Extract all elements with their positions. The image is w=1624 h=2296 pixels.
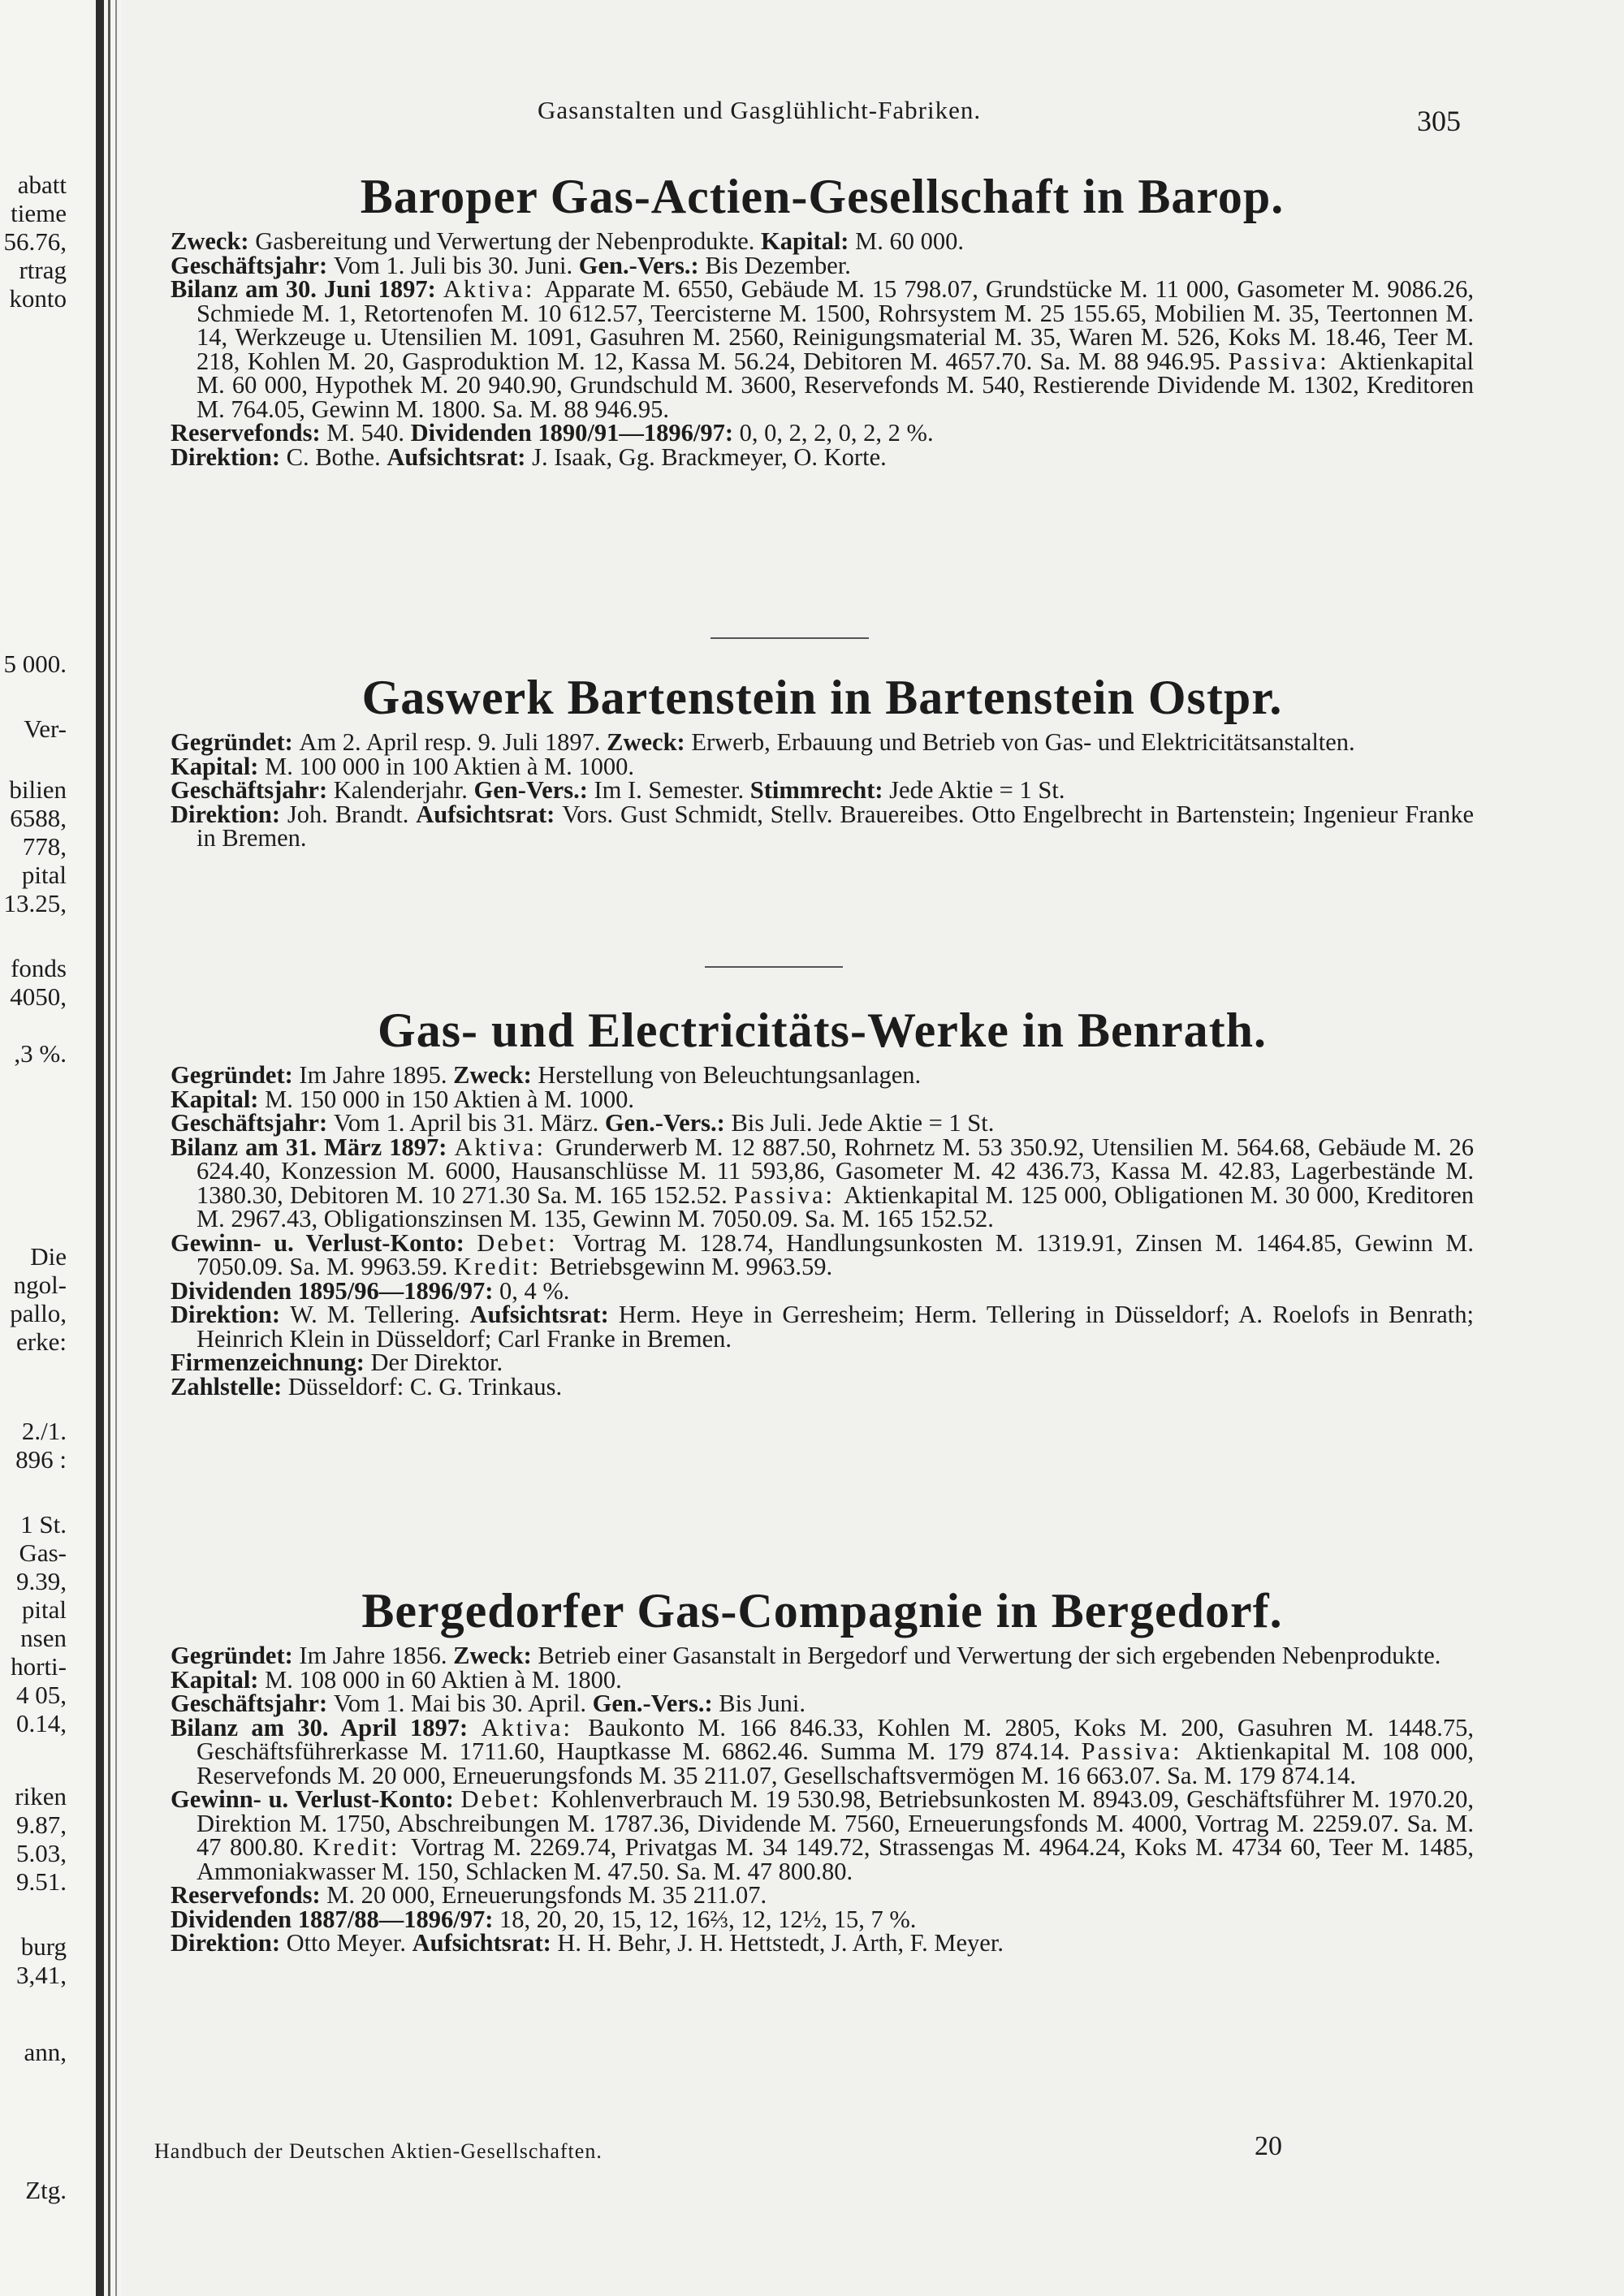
company-title: Gaswerk Bartenstein in Bartenstein Ostpr. <box>361 671 1283 724</box>
page-number: 305 <box>1417 105 1461 137</box>
field-value: M. 60 000. <box>855 227 964 255</box>
field-label: Zweck: <box>453 1642 538 1669</box>
left-page-fragment: 3,41, <box>16 1961 67 1989</box>
left-page-fragment: 1 St. <box>20 1510 67 1539</box>
field-value: Grunderwerb M. 12 887.50, Rohrnetz M. 53 350.92, Utensilien M. 564.68, Gebäude M. 26 624.40, Konzession M. 6000, Hausanschlüsse M. 11 593,86, Gasometer M. 42 436.73, Kassa M. 42.83, Lagerbestände M. 1380.30, Debitoren M. 10 271.30 Sa. M. 165 152.52. <box>197 1133 1474 1209</box>
field-label: Zweck: <box>607 728 692 756</box>
separator-rule <box>710 637 869 639</box>
left-page-fragment: 5 000. <box>3 650 67 678</box>
left-page-fragment: erke: <box>16 1327 67 1356</box>
left-page-fragment: 56.76, <box>3 227 67 256</box>
field-value: C. Bothe. <box>286 442 387 471</box>
section-label: Passiva: <box>734 1180 844 1209</box>
left-page-fragment: 9.51. <box>16 1867 67 1896</box>
entry-paragraph <box>171 1372 1474 1400</box>
field-value: Vortrag M. 128.74, Handlungsunkosten M. 1319.91, Zinsen M. 1464.85, Gewinn M. 7050.09. Sa. M. 9963.59. <box>197 1228 1474 1280</box>
field-label: Dividenden 1887/88—1896/97: <box>171 1905 500 1933</box>
field-value: M. 20 000, Erneuerungsfonds M. 35 211.07. <box>326 1881 767 1909</box>
entry-paragraph <box>171 1665 1474 1694</box>
left-page-fragment: Ztg. <box>25 2176 67 2204</box>
field-label: Aufsichtsrat: <box>469 1301 619 1328</box>
field-value: Gasbereitung und Verwertung der Nebenprodukte. <box>255 227 762 255</box>
field-label: Bilanz am 31. März 1897: <box>171 1133 455 1161</box>
field-value: H. H. Behr, J. H. Hettstedt, J. Arth, F. Meyer. <box>557 1929 1004 1957</box>
entry-paragraph <box>171 752 1474 780</box>
field-label: Direktion: <box>171 442 287 471</box>
field-label: Gegründet: <box>171 1642 300 1669</box>
entry-paragraph <box>171 227 1474 255</box>
entry-paragraph <box>171 1644 1474 1668</box>
left-page-fragment: rtrag <box>19 256 67 284</box>
field-value: 0, 4 %. <box>499 1276 570 1305</box>
field-label: Kapital: <box>171 1665 266 1694</box>
field-value: Otto Meyer. <box>286 1929 412 1957</box>
field-label: Bilanz am 30. Juni 1897: <box>171 275 443 303</box>
footer-signature: 20 <box>1255 2131 1282 2161</box>
entry-paragraph <box>171 776 1474 804</box>
book-spine-line <box>115 0 117 2296</box>
entry-paragraph <box>171 1276 1474 1305</box>
footer-title: Handbuch der Deutschen Aktien-Gesellschaften. <box>154 2139 603 2163</box>
entry-paragraph <box>171 1931 1474 1956</box>
field-label: Dividenden 1895/96—1896/97: <box>171 1276 500 1305</box>
field-value: Im Jahre 1895. <box>299 1061 454 1089</box>
entry-paragraph <box>171 1111 1474 1136</box>
left-page-fragment: ,3 %. <box>14 1039 67 1068</box>
company-entry <box>171 1583 1474 1956</box>
running-head: Gasanstalten und Gasglühlicht-Fabriken. <box>538 96 982 124</box>
left-page-fragment: pallo, <box>10 1299 67 1327</box>
section-label: Passiva: <box>1228 347 1339 375</box>
field-label: Stimmrecht: <box>749 776 890 804</box>
field-value: Am 2. April resp. 9. Juli 1897. <box>299 728 607 756</box>
left-page-fragment: burg <box>20 1932 67 1961</box>
field-value: Erwerb, Erbauung und Betrieb von Gas- und Elektricitätsanstalten. <box>691 728 1355 756</box>
field-value: Vors. Gust Schmidt, Stellv. Brauereibes. Otto Engelbrecht in Bartenstein; Ingenieur Franke in Bremen. <box>197 800 1474 852</box>
section-label: Kredit: <box>453 1253 550 1280</box>
left-page-fragment: 9.87, <box>16 1810 67 1839</box>
left-page-fragment: 778, <box>22 832 67 861</box>
left-page-fragment: pital <box>21 861 67 889</box>
entry-paragraph <box>171 1881 1474 1909</box>
left-page-fragment: fonds <box>11 954 67 982</box>
field-value: 0, 0, 2, 2, 0, 2, 2 %. <box>739 419 934 447</box>
section-label: Aktiva: <box>443 275 545 303</box>
section-label: Kredit: <box>312 1833 411 1861</box>
field-label: Geschäftsjahr: <box>171 1690 334 1717</box>
company-title: Gas- und Electricitäts-Werke in Benrath. <box>378 1003 1267 1057</box>
field-label: Direktion: <box>171 800 287 828</box>
entry-paragraph <box>171 1061 1474 1089</box>
left-page-fragment: 896 : <box>15 1445 67 1474</box>
field-value: Aktienkapital M. 60 000, Hypothek M. 20 940.90, Grundschuld M. 3600, Reservefonds M. 540, Restierende Dividende M. 1302, Kreditoren M. 764.05, Gewinn M. 1800. Sa. M. 88 946.95. <box>197 347 1474 423</box>
field-label: Zahlstelle: <box>171 1372 288 1400</box>
field-value: Bis Juni. <box>719 1690 806 1717</box>
company-title: Baroper Gas-Actien-Gesellschaft in Barop. <box>360 170 1285 223</box>
field-value: Der Direktor. <box>370 1349 503 1376</box>
field-label: Zweck: <box>453 1061 538 1089</box>
left-page-fragment: tieme <box>11 199 67 227</box>
left-page-fragment: 5.03, <box>16 1839 67 1867</box>
left-page-fragment: Gas- <box>19 1539 67 1567</box>
left-page-fragment: horti- <box>11 1652 67 1681</box>
section-label: Debet: <box>460 1785 551 1813</box>
left-page-fragment: konto <box>9 284 67 313</box>
left-page-fragment: Die <box>30 1242 67 1271</box>
field-value: Herm. Heye in Gerresheim; Herm. Tellering in Düsseldorf; A. Roelofs in Benrath; Heinrich Klein in Düsseldorf; Carl Franke in Bremen. <box>197 1301 1474 1353</box>
field-value: M. 100 000 in 100 Aktien à M. 1000. <box>265 752 635 780</box>
entry-paragraph <box>171 442 1474 471</box>
book-spine <box>96 0 104 2296</box>
field-label: Bilanz am 30. April 1897: <box>171 1713 482 1741</box>
field-label: Firmenzeichnung: <box>171 1349 371 1376</box>
field-label: Kapital: <box>171 1085 266 1113</box>
left-page-fragment: nsen <box>20 1624 67 1652</box>
left-page-fragment: 6588, <box>10 804 67 832</box>
field-value: Düsseldorf: C. G. Trinkaus. <box>287 1372 563 1400</box>
entry-paragraph <box>171 728 1474 756</box>
field-label: Zweck: <box>171 227 256 255</box>
entry-paragraph <box>171 1692 1474 1716</box>
left-page-fragment: pital <box>21 1595 67 1624</box>
field-label: Aufsichtsrat: <box>416 800 563 828</box>
field-value: Apparate M. 6550, Gebäude M. 15 798.07, Grundstücke M. 11 000, Gasometer M. 9086.26, Schmiede M. 1, Retortenofen M. 10 612.57, Teercisterne M. 1500, Rohrsystem M. 25 155.65, Mobilien M. 35, Teertonnen M. 14, Werkzeuge u. Utensilien M. 1091, Gasuhren M. 2560, Reinigungsmaterial M. 35, Waren M. 526, Koks M. 18.46, Teer M. 218, Kohlen M. 20, Gasproduktion M. 12, Kassa M. 56.24, Debitoren M. 4657.70. Sa. M. 88 946.95. <box>197 275 1474 375</box>
field-label: Gen.-Vers.: <box>604 1109 732 1137</box>
left-page-fragment: Ver- <box>24 714 67 743</box>
field-label: Gen.-Vers.: <box>578 251 706 279</box>
field-value: Bis Dezember. <box>705 251 851 279</box>
field-label: Kapital: <box>171 752 266 780</box>
left-page-fragment: 4 05, <box>16 1681 67 1709</box>
section-label: Aktiva: <box>454 1133 555 1161</box>
entry-paragraph <box>171 251 1474 279</box>
field-label: Geschäftsjahr: <box>171 776 334 804</box>
entry-paragraph <box>171 800 1474 852</box>
left-page-fragment: 2./1. <box>21 1417 67 1445</box>
section-label: Passiva: <box>1081 1737 1196 1765</box>
field-label: Reservefonds: <box>171 419 327 447</box>
entry-paragraph <box>171 1785 1474 1885</box>
book-spine-line <box>108 0 110 2296</box>
field-label: Kapital: <box>761 227 856 255</box>
field-value: Kalenderjahr. <box>333 776 474 804</box>
section-label: Aktiva: <box>481 1713 589 1741</box>
field-value: Vom 1. Juli bis 30. Juni. <box>333 251 579 279</box>
field-value: Herstellung von Beleuchtungsanlagen. <box>538 1061 922 1089</box>
field-value: W. M. Tellering. <box>290 1301 470 1328</box>
field-label: Geschäftsjahr: <box>171 1109 334 1137</box>
field-label: Aufsichtsrat: <box>387 442 533 471</box>
field-value: Bis Juli. Jede Aktie = 1 St. <box>731 1109 995 1137</box>
field-value: Betrieb einer Gasanstalt in Bergedorf und Verwertung der sich ergebenden Nebenprodukte. <box>538 1642 1441 1669</box>
company-title: Bergedorfer Gas-Compagnie in Bergedorf. <box>361 1584 1283 1638</box>
field-value: Aktienkapital M. 125 000, Obligationen M. 30 000, Kreditoren M. 2967.43, Obligationszinsen M. 135, Gewinn M. 7050.09. Sa. M. 165 152.52. <box>197 1180 1474 1232</box>
entry-paragraph <box>171 1303 1474 1351</box>
field-label: Gewinn- u. Verlust-Konto: <box>171 1785 461 1813</box>
field-label: Aufsichtsrat: <box>412 1929 558 1957</box>
left-page-fragment: 13.25, <box>3 889 67 917</box>
field-value: M. 108 000 in 60 Aktien à M. 1800. <box>265 1665 622 1694</box>
field-value: J. Isaak, Gg. Brackmeyer, O. Korte. <box>532 442 887 471</box>
left-page-fragment: ngol- <box>13 1271 67 1299</box>
left-page-fragment: riken <box>15 1782 67 1810</box>
left-page-fragment: bilien <box>9 775 67 804</box>
entry-paragraph <box>171 275 1474 423</box>
left-page-fragment: 0.14, <box>16 1709 67 1737</box>
field-value: Im I. Semester. <box>594 776 750 804</box>
entry-paragraph <box>171 1713 1474 1789</box>
field-label: Dividenden 1890/91—1896/97: <box>410 419 740 447</box>
field-value: Betriebsgewinn M. 9963.59. <box>549 1253 833 1280</box>
entry-paragraph <box>171 1905 1474 1933</box>
field-label: Gewinn- u. Verlust-Konto: <box>171 1228 477 1257</box>
company-entry <box>171 670 1474 851</box>
field-value: Kohlenverbrauch M. 19 530.98, Betriebsunkosten M. 8943.09, Geschäftsführer M. 1970.20, Direktion M. 1750, Abschreibungen M. 1787.36, Dividende M. 7560, Erneuerungsfonds M. 4000, Vortrag M. 2259.07. Sa. M. 47 800.80. <box>197 1785 1474 1861</box>
field-value: Vom 1. April bis 31. März. <box>333 1109 605 1137</box>
field-label: Gen-Vers.: <box>473 776 594 804</box>
field-value: Vom 1. Mai bis 30. April. <box>333 1690 593 1717</box>
field-value: M. 150 000 in 150 Aktien à M. 1000. <box>265 1085 635 1113</box>
entry-paragraph <box>171 1085 1474 1113</box>
field-label: Geschäftsjahr: <box>171 251 334 279</box>
field-label: Direktion: <box>171 1301 291 1328</box>
section-label: Debet: <box>477 1228 572 1257</box>
left-page-fragment: ann, <box>24 2038 67 2066</box>
left-page-fragment: 4050, <box>10 982 67 1011</box>
field-value: Jede Aktie = 1 St. <box>889 776 1065 804</box>
field-label: Direktion: <box>171 1929 287 1957</box>
entry-paragraph <box>171 1351 1474 1375</box>
field-value: Baukonto M. 166 846.33, Kohlen M. 2805, Koks M. 200, Gasuhren M. 1448.75, Geschäftsführerkasse M. 1711.60, Hauptkasse M. 6862.46. Summa M. 179 874.14. <box>197 1713 1474 1765</box>
field-value: Joh. Brandt. <box>287 800 417 828</box>
field-value: Vortrag M. 2269.74, Privatgas M. 34 149.72, Strassengas M. 4964.24, Koks M. 4734 60, Teer M. 1485, Ammoniakwasser M. 150, Schlacken M. 47.50. Sa. M. 47 800.80. <box>197 1833 1474 1885</box>
entry-paragraph <box>171 421 1474 446</box>
field-value: Aktienkapital M. 108 000, Reservefonds M. 20 000, Erneuerungsfonds M. 35 211.07, Gesellschaftsvermögen M. 16 663.07. Sa. M. 179 874.14. <box>197 1737 1474 1789</box>
field-value: Im Jahre 1856. <box>299 1642 454 1669</box>
left-page-fragment: 9.39, <box>16 1567 67 1595</box>
field-label: Reservefonds: <box>171 1881 327 1909</box>
left-page-fragment: abatt <box>17 170 67 199</box>
entry-paragraph <box>171 1133 1474 1232</box>
field-value: 18, 20, 20, 15, 12, 16⅔, 12, 12½, 15, 7 %. <box>499 1905 917 1933</box>
company-entry <box>171 1003 1474 1399</box>
field-value: M. 540. <box>326 419 411 447</box>
company-entry <box>171 169 1474 469</box>
separator-rule <box>705 966 843 968</box>
field-label: Gen.-Vers.: <box>592 1690 719 1717</box>
field-label: Gegründet: <box>171 728 300 756</box>
field-label: Gegründet: <box>171 1061 300 1089</box>
entry-paragraph <box>171 1228 1474 1280</box>
